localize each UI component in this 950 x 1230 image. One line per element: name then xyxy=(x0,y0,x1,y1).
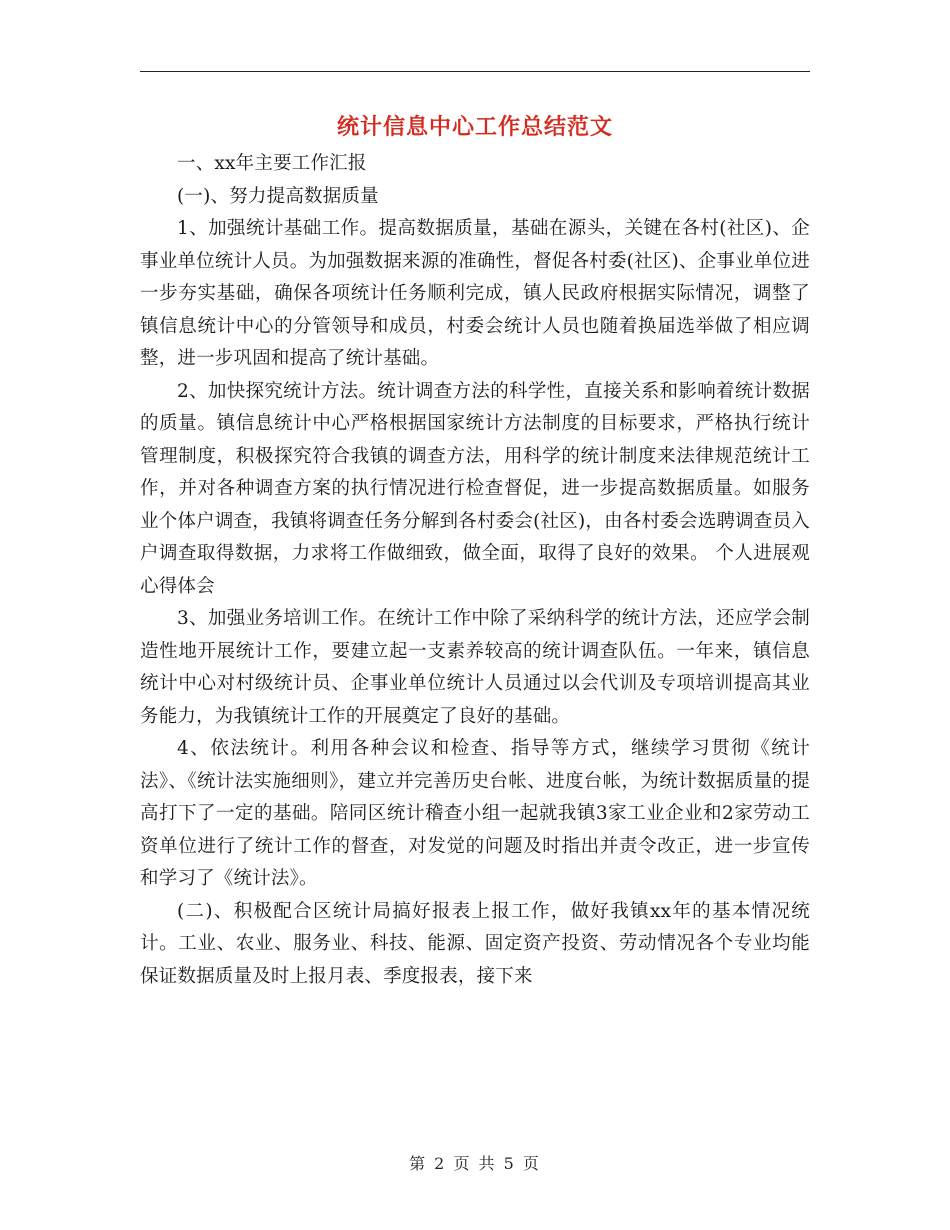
document-body xyxy=(140,148,810,993)
body-paragraph: 4、依法统计。利用各种会议和检查、指导等方式，继续学习贯彻《统计法》、《统计法实施细则》，建立并完善历史台帐、进度台帐，为统计数据质量的提高打下了一定的基础。陪同区统计稽查小组一起就我镇3家工业企业和2家劳动工资单位进行了统计工作的督查，对发觉的问题及时指出并责令改正，进一步宣传和学习了《统计法》。 xyxy=(140,738,810,889)
header-rule xyxy=(140,71,810,72)
body-paragraph: 3、加强业务培训工作。在统计工作中除了采纳科学的统计方法，还应学会制造性地开展统计工作，要建立起一支素养较高的统计调查队伍。一年来，镇信息统计中心对村级统计员、企事业单位统计人员通过以会代训及专项培训提高其业务能力，为我镇统计工作的开展奠定了良好的基础。 xyxy=(140,608,810,727)
body-paragraph: 1、加强统计基础工作。提高数据质量，基础在源头，关键在各村(社区)、企事业单位统计人员。为加强数据来源的准确性，督促各村委(社区)、企事业单位进一步夯实基础，确保各项统计任务顺利完成，镇人民政府根据实际情况，调整了镇信息统计中心的分管领导和成员，村委会统计人员也随着换届选举做了相应调整，进一步巩固和提高了统计基础。 xyxy=(140,218,810,369)
body-paragraph: (二)、积极配合区统计局搞好报表上报工作，做好我镇xx年的基本情况统计。工业、农业、服务业、科技、能源、固定资产投资、劳动情况各个专业均能保证数据质量及时上报月表、季度报表，接下来 xyxy=(140,900,810,987)
body-paragraph: 2、加快探究统计方法。统计调查方法的科学性，直接关系和影响着统计数据的质量。镇信息统计中心严格根据国家统计方法制度的目标要求，严格执行统计管理制度，积极探究符合我镇的调查方法，用科学的统计制度来法律规范统计工作，并对各种调查方案的执行情况进行检查督促，进一步提高数据质量。如服务业个体户调查，我镇将调查任务分解到各村委会(社区)，由各村委会选聘调查员入户调查取得数据，力求将工作做细致，做全面，取得了良好的效果。 个人进展观心得体会 xyxy=(140,380,810,597)
document-title: 统计信息中心工作总结范文 xyxy=(336,115,613,140)
section-heading: 一、xx年主要工作汇报 xyxy=(177,153,367,174)
subsection-heading: (一)、努力提高数据质量 xyxy=(177,185,379,207)
page-footer: 第 2 页 共 5 页 xyxy=(409,1154,541,1173)
